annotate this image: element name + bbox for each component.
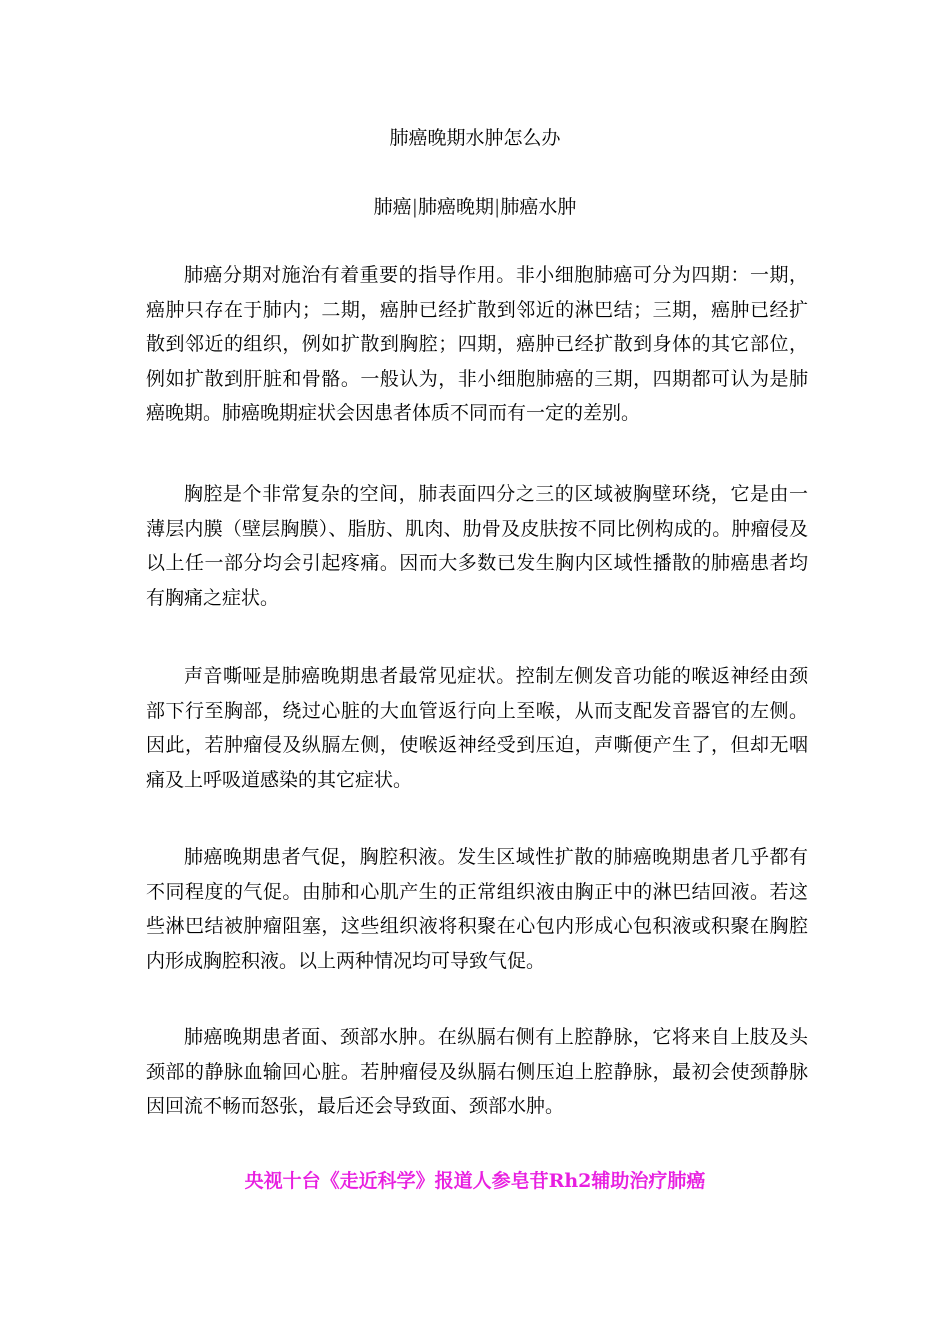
- tag-late-stage-lung-cancer[interactable]: 肺癌晚期: [417, 196, 494, 218]
- paragraph-chest-pain: 胸腔是个非常复杂的空间，肺表面四分之三的区域被胸壁环绕，它是由一薄层内膜（壁层胸膜）、脂肪、肌肉、肋骨及皮肤按不同比例构成的。肿瘤侵及以上任一部分均会引起疼痛。因而大多数已发生胸内区域性播散的肺癌患者均有胸痛之症状。: [146, 483, 808, 609]
- tag-line: [0, 193, 950, 221]
- footer-promo-link[interactable]: 央视十台《走近科学》报道人参皂苷Rh2辅助治疗肺癌: [244, 1170, 706, 1192]
- tag-separator: |: [494, 196, 501, 218]
- paragraph-staging: 肺癌分期对施治有着重要的指导作用。非小细胞肺癌可分为四期：一期，癌肿只存在于肺内；二期，癌肿已经扩散到邻近的淋巴结；三期，癌肿已经扩散到邻近的组织，例如扩散到胸腔；四期，癌肿已经扩散到身体的其它部位，例如扩散到肝脏和骨骼。一般认为，非小细胞肺癌的三期，四期都可认为是肺癌晚期。肺癌晚期症状会因患者体质不同而有一定的差别。: [146, 264, 808, 424]
- tag-lung-cancer-edema[interactable]: 肺癌水肿: [500, 196, 577, 218]
- document-title: 肺癌晚期水肿怎么办: [389, 127, 561, 149]
- paragraph-face-neck-edema: 肺癌晚期患者面、颈部水肿。在纵膈右侧有上腔静脉，它将来自上肢及头颈部的静脉血输回心脏。若肿瘤侵及纵膈右侧压迫上腔静脉，最初会使颈静脉因回流不畅而怒张，最后还会导致面、颈部水肿。: [146, 1026, 808, 1117]
- tag-lung-cancer[interactable]: 肺癌: [373, 196, 412, 218]
- tag-separator: |: [411, 196, 418, 218]
- paragraph-hoarseness: 声音嘶哑是肺癌晚期患者最常见症状。控制左侧发音功能的喉返神经由颈部下行至胸部，绕过心脏的大血管返行向上至喉，从而支配发音器官的左侧。因此，若肿瘤侵及纵膈左侧，使喉返神经受到压迫，声嘶便产生了，但却无咽痛及上呼吸道感染的其它症状。: [146, 665, 808, 791]
- paragraph-shortness-of-breath: 肺癌晚期患者气促，胸腔积液。发生区域性扩散的肺癌晚期患者几乎都有不同程度的气促。由肺和心肌产生的正常组织液由胸正中的淋巴结回液。若这些淋巴结被肿瘤阻塞，这些组织液将积聚在心包内形成心包积液或积聚在胸腔内形成胸腔积液。以上两种情况均可导致气促。: [146, 846, 808, 972]
